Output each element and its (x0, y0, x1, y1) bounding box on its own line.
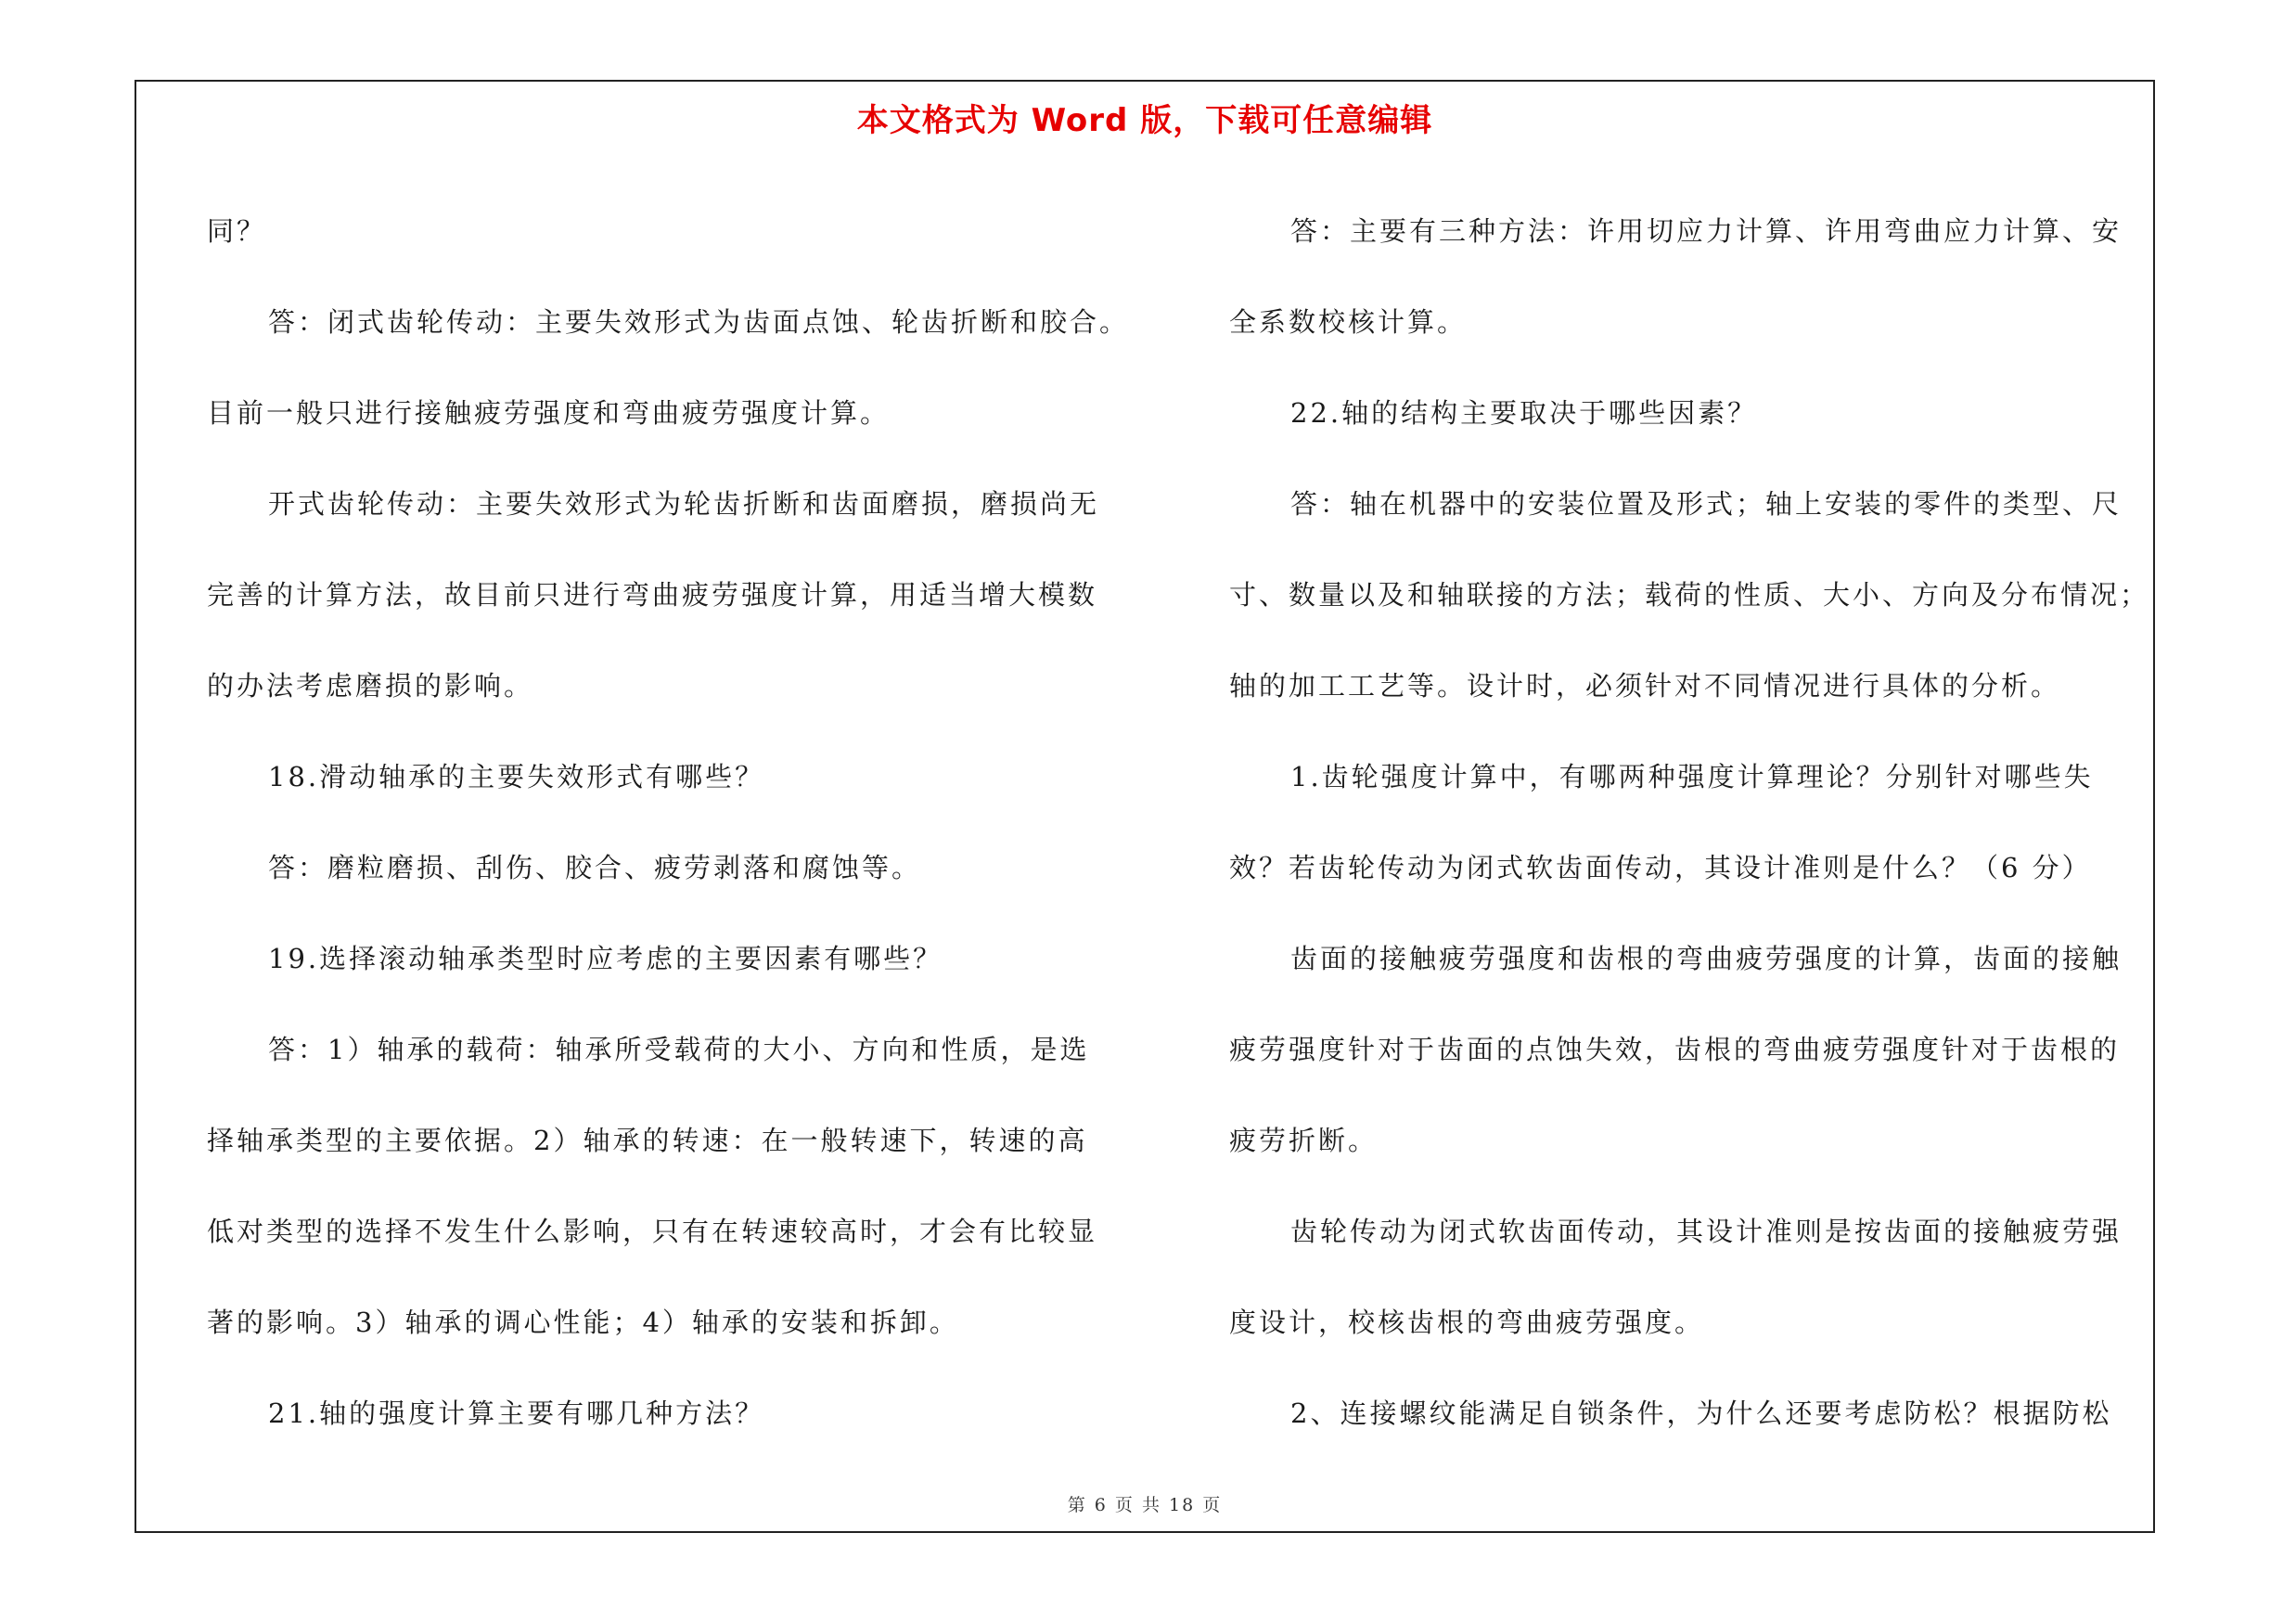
paragraph-line: 完善的计算方法，故目前只进行弯曲疲劳强度计算，用适当增大模数 (207, 579, 1098, 611)
question-heading: 19.选择滚动轴承类型时应考虑的主要因素有哪些？ (268, 943, 943, 974)
question-heading: 22.轴的结构主要取决于哪些因素？ (1290, 397, 1758, 429)
paragraph-line: 度设计，校核齿根的弯曲疲劳强度。 (1229, 1307, 1705, 1338)
paragraph-line: 目前一般只进行接触疲劳强度和弯曲疲劳强度计算。 (207, 397, 891, 429)
paragraph-line: 答：主要有三种方法：许用切应力计算、许用弯曲应力计算、安 (1290, 215, 2123, 247)
paragraph-line: 轴的加工工艺等。设计时，必须针对不同情况进行具体的分析。 (1229, 670, 2061, 702)
paragraph-line: 著的影响。3）轴承的调心性能；4）轴承的安装和拆卸。 (207, 1307, 959, 1338)
question-heading: 18.滑动轴承的主要失效形式有哪些？ (268, 761, 765, 792)
paragraph-line: 齿面的接触疲劳强度和齿根的弯曲疲劳强度的计算，齿面的接触 (1290, 943, 2123, 974)
paragraph-line: 答：磨粒磨损、刮伤、胶合、疲劳剥落和腐蚀等。 (268, 852, 922, 883)
page-number-footer: 第 6 页 共 18 页 (1067, 1495, 1223, 1515)
paragraph-line: 寸、数量以及和轴联接的方法；载荷的性质、大小、方向及分布情况； (1229, 579, 2150, 611)
paragraph-line: 齿轮传动为闭式软齿面传动，其设计准则是按齿面的接触疲劳强 (1290, 1216, 2123, 1247)
paragraph-line: 疲劳折断。 (1229, 1125, 1379, 1156)
paragraph-line: 择轴承类型的主要依据。2）轴承的转速：在一般转速下，转速的高 (207, 1125, 1088, 1156)
paragraph-line: 的办法考虑磨损的影响。 (207, 670, 534, 702)
paragraph-line: 效？若齿轮传动为闭式软齿面传动，其设计准则是什么？（6 分） (1229, 852, 2092, 883)
paragraph-line: 低对类型的选择不发生什么影响，只有在转速较高时，才会有比较显 (207, 1216, 1098, 1247)
paragraph-line: 全系数校核计算。 (1229, 306, 1468, 338)
paragraph-line: 答：1）轴承的载荷：轴承所受载荷的大小、方向和性质，是选 (268, 1034, 1090, 1065)
paragraph-line: 答：闭式齿轮传动：主要失效形式为齿面点蚀、轮齿折断和胶合。 (268, 306, 1130, 338)
right-column (1229, 186, 2148, 1459)
word-format-banner: 本文格式为 Word 版，下载可任意编辑 (856, 102, 1433, 139)
paragraph-line: 答：轴在机器中的安装位置及形式；轴上安装的零件的类型、尺 (1290, 488, 2123, 520)
paragraph-line: 疲劳强度针对于齿面的点蚀失效，齿根的弯曲疲劳强度针对于齿根的 (1229, 1034, 2121, 1065)
paragraph-line: 开式齿轮传动：主要失效形式为轮齿折断和齿面磨损，磨损尚无 (268, 488, 1100, 520)
left-column (207, 186, 1130, 1459)
page-frame (135, 80, 2155, 1533)
question-heading: 21.轴的强度计算主要有哪几种方法？ (268, 1398, 765, 1429)
question-heading: 1.齿轮强度计算中，有哪两种强度计算理论？分别针对哪些失 (1290, 761, 2094, 792)
question-heading: 2、连接螺纹能满足自锁条件，为什么还要考虑防松？根据防松 (1290, 1398, 2112, 1429)
paragraph-line: 同？ (207, 215, 267, 247)
